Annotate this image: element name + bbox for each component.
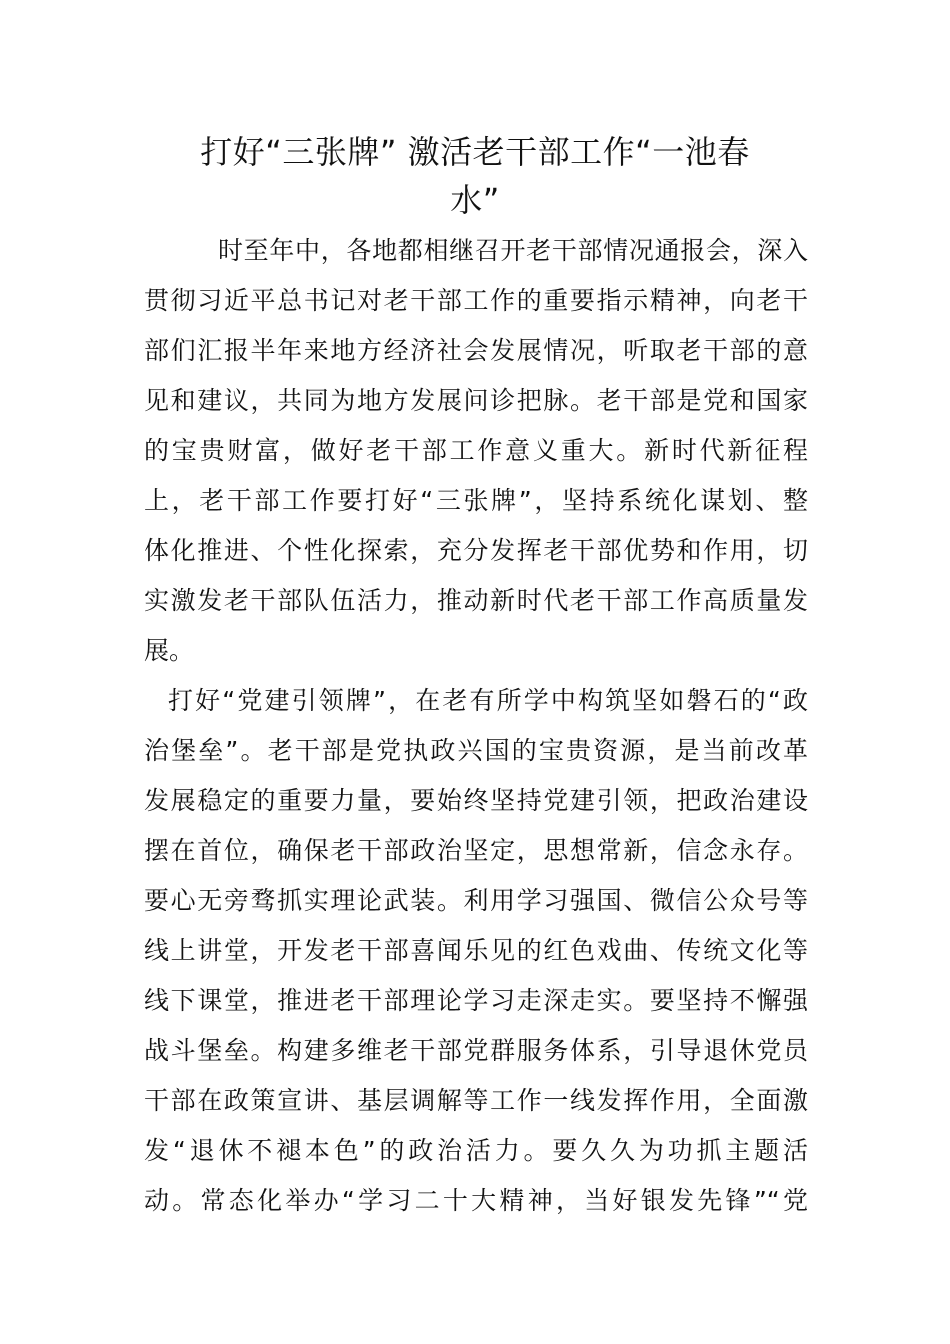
paragraph-1-line: 的宝贵财富，做好老干部工作意义重大。新时代新征程 xyxy=(144,436,808,465)
paragraph-2-line: 摆在首位，确保老干部政治坚定，思想常新，信念永存。 xyxy=(144,836,808,865)
paragraph-1-line: 时至年中，各地都相继召开老干部情况通报会，深入 xyxy=(218,236,808,265)
paragraph-1-line: 上，老干部工作要打好“三张牌”，坚持系统化谋划、整 xyxy=(144,486,808,515)
paragraph-2-line: 发“退休不褪本色”的政治活力。要久久为功抓主题活 xyxy=(144,1136,808,1165)
paragraph-1-line: 见和建议，共同为地方发展问诊把脉。老干部是党和国家 xyxy=(144,386,808,415)
paragraph-2-line: 干部在政策宣讲、基层调解等工作一线发挥作用，全面激 xyxy=(144,1086,808,1115)
paragraph-1-line: 实激发老干部队伍活力，推动新时代老干部工作高质量发 xyxy=(144,586,808,615)
paragraph-1-line: 部们汇报半年来地方经济社会发展情况，听取老干部的意 xyxy=(144,336,808,365)
paragraph-2-line: 动。常态化举办“学习二十大精神，当好银发先锋”“党 xyxy=(144,1186,808,1215)
paragraph-1-line: 展。 xyxy=(144,636,195,665)
document-title xyxy=(140,128,810,224)
paragraph-2-line: 线上讲堂，开发老干部喜闻乐见的红色戏曲、传统文化等 xyxy=(144,936,808,965)
paragraph-2-line: 打好“党建引领牌”，在老有所学中构筑坚如磐石的“政 xyxy=(168,686,808,715)
title-line-2: 水” xyxy=(450,181,500,219)
paragraph-1-line: 贯彻习近平总书记对老干部工作的重要指示精神，向老干 xyxy=(144,286,808,315)
paragraph-2-line: 线下课堂，推进老干部理论学习走深走实。要坚持不懈强 xyxy=(144,986,808,1015)
paragraph-2-line: 发展稳定的重要力量，要始终坚持党建引领，把政治建设 xyxy=(144,786,808,815)
paragraph-1-line: 体化推进、个性化探索，充分发挥老干部优势和作用，切 xyxy=(144,536,808,565)
title-line-1: 打好“三张牌” 激活老干部工作“一池春 xyxy=(200,133,750,171)
paragraph-2-line: 要心无旁骛抓实理论武装。利用学习强国、微信公众号等 xyxy=(144,886,808,915)
paragraph-2-line: 治堡垒”。老干部是党执政兴国的宝贵资源，是当前改革 xyxy=(144,736,808,765)
paragraph-2-line: 战斗堡垒。构建多维老干部党群服务体系，引导退休党员 xyxy=(144,1036,808,1065)
document-body xyxy=(144,226,808,1226)
